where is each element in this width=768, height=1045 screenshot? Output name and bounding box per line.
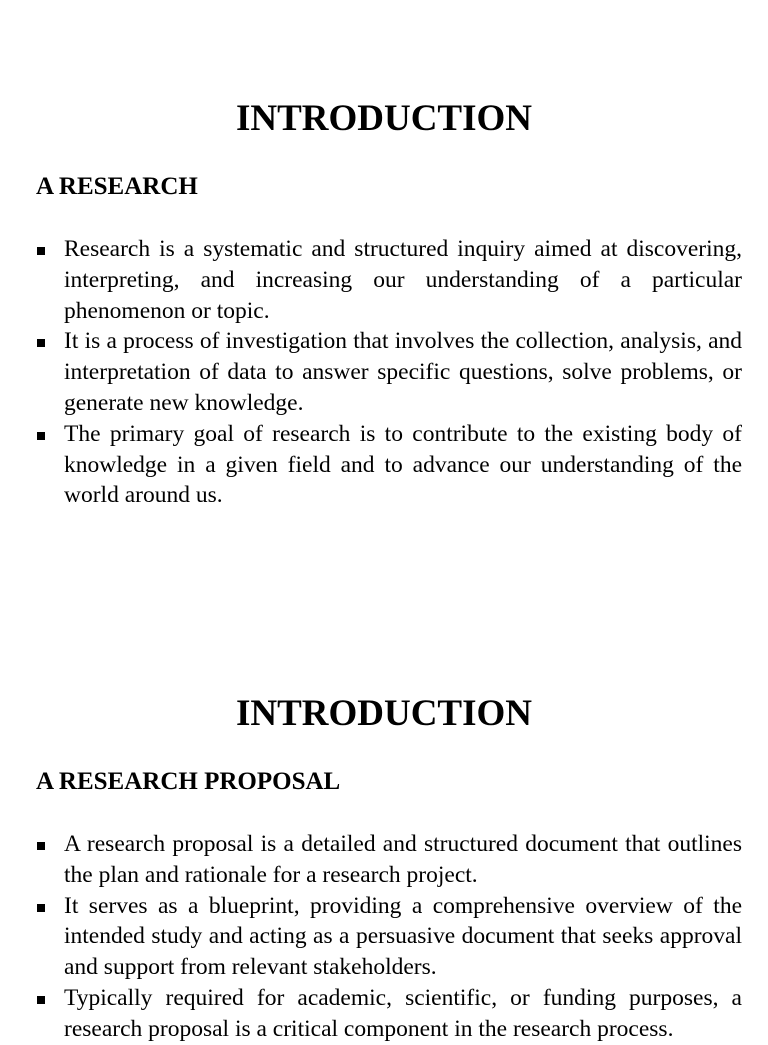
bullet-item — [36, 891, 742, 983]
bullet-list — [36, 234, 742, 511]
slide-title: INTRODUCTION — [235, 98, 533, 139]
bullet-item — [36, 326, 742, 418]
bullet-item — [36, 983, 742, 1045]
bullet-text: The primary goal of research is to contribute to the existing body of knowledge in a given field and to advance our understanding of the world around us. — [64, 420, 742, 509]
bullet-item — [36, 234, 742, 326]
square-bullet-icon — [37, 339, 45, 347]
bullet-text: Typically required for academic, scientific, or funding purposes, a research proposal is a critical component in the research process. — [64, 984, 742, 1042]
slide-subtitle: A RESEARCH — [36, 173, 198, 200]
square-bullet-icon — [37, 247, 45, 255]
bullet-item — [36, 419, 742, 511]
bullet-text: It is a process of investigation that involves the collection, analysis, and interpretation of data to answer specific questions, solve problems, or generate new knowledge. — [64, 328, 742, 416]
bullet-list — [36, 829, 742, 1045]
square-bullet-icon — [37, 904, 45, 912]
bullet-text: Research is a systematic and structured inquiry aimed at discovering, interpreting, and increasing our understanding of a particular phenomenon or topic. — [64, 236, 742, 324]
slide-title: INTRODUCTION — [235, 693, 533, 734]
square-bullet-icon — [37, 842, 45, 850]
bullet-item — [36, 829, 742, 891]
slide-subtitle: A RESEARCH PROPOSAL — [36, 768, 341, 795]
square-bullet-icon — [37, 996, 45, 1004]
bullet-text: It serves as a blueprint, providing a comprehensive overview of the intended study and acting as a persuasive document that seeks approval and support from relevant stakeholders. — [64, 892, 742, 981]
square-bullet-icon — [37, 432, 45, 440]
bullet-text: A research proposal is a detailed and structured document that outlines the plan and rationale for a research project. — [64, 831, 742, 888]
